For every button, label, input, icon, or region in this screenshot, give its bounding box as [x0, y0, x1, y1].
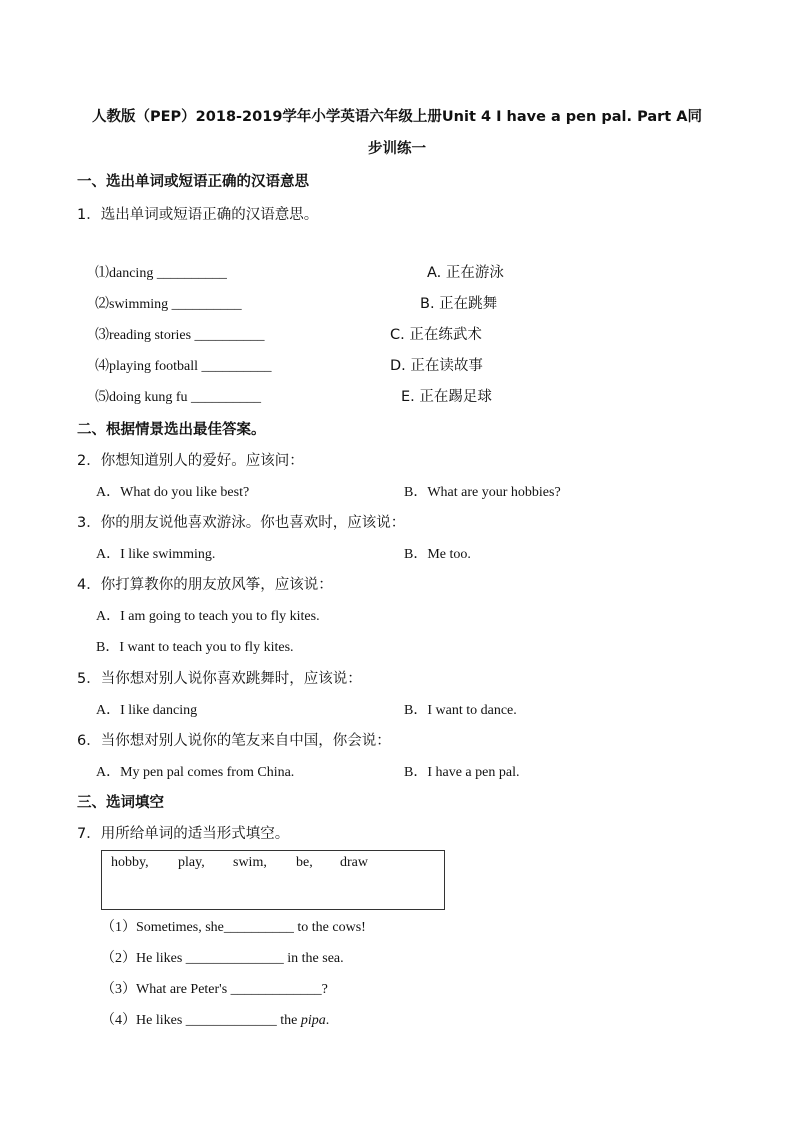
- fill-item-suffix: the: [276, 1013, 301, 1028]
- match-left-item-1: ⑴dancing __________: [95, 266, 227, 281]
- question-number: 2．: [77, 453, 101, 469]
- question-5-option-b: B．I want to dance.: [404, 703, 517, 718]
- match-left-item-3: ⑶reading stories __________: [95, 328, 265, 343]
- match-left-item-2: ⑵swimming __________: [95, 297, 242, 312]
- match-left-item-4: ⑷playing football __________: [95, 359, 272, 374]
- question-number: 5．: [77, 671, 101, 687]
- document-title-line1: 人教版（PEP）2018-2019学年小学英语六年级上册Unit 4 I have a pen pal. Part A同: [92, 109, 702, 125]
- question-4-option-a: A．I am going to teach you to fly kites.: [96, 609, 320, 624]
- question-2-option-a: A．What do you like best?: [96, 485, 250, 500]
- question-6-option-b: B．I have a pen pal.: [404, 765, 520, 780]
- match-right-item-b: B. 正在跳舞: [420, 296, 498, 312]
- question-number: 1．: [77, 207, 101, 223]
- fill-blank[interactable]: _____________: [185, 1013, 277, 1028]
- fill-item-suffix: ?: [321, 982, 328, 997]
- question-1: [77, 203, 318, 224]
- question-text: 选出单词或短语正确的汉语意思。: [100, 207, 319, 223]
- question-3-option-a: A．I like swimming.: [96, 547, 216, 562]
- section3-heading: 三、选词填空: [77, 795, 164, 811]
- question-2-option-b: B．What are your hobbies?: [404, 485, 561, 500]
- fill-item-end: .: [325, 1013, 330, 1028]
- fill-blank[interactable]: _____________: [230, 982, 322, 997]
- question-7: [77, 822, 289, 843]
- question-text: 当你想对别人说你喜欢跳舞时，应该说：: [100, 671, 362, 687]
- match-left-item-5: ⑸doing kung fu __________: [95, 390, 262, 405]
- question-number: 3．: [77, 515, 101, 531]
- word-bank-box: [101, 850, 445, 910]
- fill-item-prefix: （3）What are Peter's: [101, 982, 231, 997]
- fill-blank[interactable]: ______________: [185, 951, 284, 966]
- question-number: 4．: [77, 577, 101, 593]
- word-bank-word: hobby,: [111, 855, 149, 870]
- word-bank-word: swim,: [233, 855, 267, 870]
- fill-item-4: [101, 1009, 329, 1029]
- fill-item-prefix: （4）He likes: [101, 1013, 186, 1028]
- question-5-option-a: A．I like dancing: [96, 703, 198, 718]
- fill-item-3: [101, 978, 328, 998]
- question-6-option-a: A．My pen pal comes from China.: [96, 765, 295, 780]
- fill-item-2: [101, 947, 344, 967]
- question-number: 6．: [77, 733, 101, 749]
- question-3: [77, 511, 405, 532]
- fill-item-prefix: （2）He likes: [101, 951, 186, 966]
- fill-item-suffix: to the cows!: [293, 920, 366, 935]
- match-right-item-c: C. 正在练武术: [390, 327, 482, 343]
- fill-item-prefix: （1）Sometimes, she: [101, 920, 224, 935]
- word-bank-word: play,: [178, 855, 205, 870]
- question-4: [77, 573, 333, 594]
- fill-item-suffix: in the sea.: [283, 951, 344, 966]
- question-5: [77, 667, 362, 688]
- match-right-item-a: A. 正在游泳: [427, 265, 504, 281]
- question-text: 你想知道别人的爱好。应该问：: [100, 453, 304, 469]
- question-text: 你打算教你的朋友放风筝，应该说：: [100, 577, 333, 593]
- question-4-option-b: B．I want to teach you to fly kites.: [96, 640, 294, 655]
- section2-heading: 二、根据情景选出最佳答案。: [77, 422, 266, 438]
- word-bank-word: draw: [340, 855, 368, 870]
- question-6: [77, 729, 391, 750]
- fill-item-italic-word: pipa: [300, 1013, 326, 1028]
- word-bank-word: be,: [296, 855, 313, 870]
- document-title-line2: 步训练一: [368, 141, 426, 157]
- match-right-item-d: D. 正在读故事: [390, 358, 483, 374]
- fill-item-1: [101, 916, 366, 936]
- match-right-item-e: E. 正在踢足球: [401, 389, 492, 405]
- fill-blank[interactable]: __________: [223, 920, 294, 935]
- question-text: 用所给单词的适当形式填空。: [100, 826, 290, 842]
- section1-heading: 一、选出单词或短语正确的汉语意思: [77, 174, 309, 190]
- question-number: 7．: [77, 826, 101, 842]
- question-text: 你的朋友说他喜欢游泳。你也喜欢时，应该说：: [100, 515, 406, 531]
- question-text: 当你想对别人说你的笔友来自中国，你会说：: [100, 733, 391, 749]
- question-3-option-b: B．Me too.: [404, 547, 471, 562]
- question-2: [77, 449, 304, 470]
